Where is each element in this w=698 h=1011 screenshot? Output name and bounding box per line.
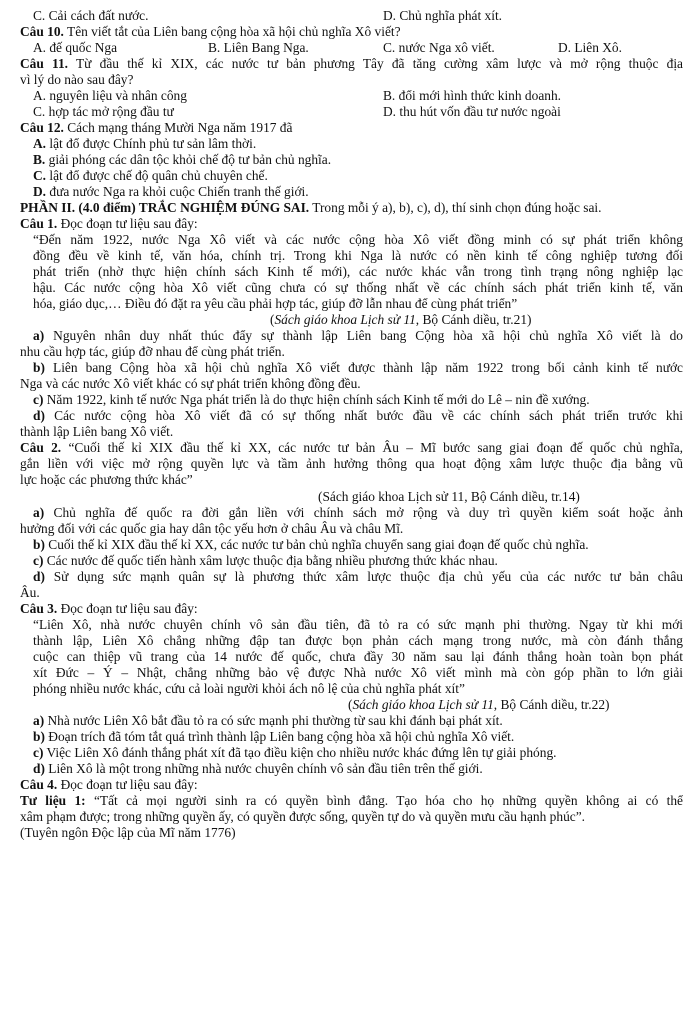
c4-doc1-line1	[20, 793, 683, 809]
q10-stem	[20, 24, 401, 40]
c1-number: Câu 1.	[20, 216, 58, 231]
c3-c-label: c)	[33, 745, 44, 760]
c3-number: Câu 3.	[20, 601, 58, 616]
c1-statement-c	[33, 392, 590, 408]
c2-source: (Sách giáo khoa Lịch sử 11, Bộ Cánh diều, tr.14)	[318, 489, 580, 504]
c1-d-label: d)	[33, 408, 45, 423]
q10-option-b: B. Liên Bang Nga.	[208, 40, 309, 55]
q11-option-c: C. hợp tác mở rộng đầu tư	[33, 104, 174, 119]
c1-statement-d-line1	[33, 408, 683, 424]
c1-c-label: c)	[33, 392, 44, 407]
c2-quote-line1	[20, 440, 683, 456]
c4-stem	[20, 777, 198, 793]
q12-number: Câu 12.	[20, 120, 64, 135]
c2-statement-b	[33, 537, 589, 553]
c3-d-text: Liên Xô là một trong những nhà nước chuyên chính vô sản đầu tiên trên thế giới.	[44, 761, 483, 776]
c1-statement-a-line1	[33, 328, 683, 344]
c3-quote-line1: “Liên Xô, nhà nước chuyên chính vô sản đầu tiên, đã tỏ ra có sức mạnh phi thường. Ngay từ khi mới	[33, 617, 683, 632]
q9-option-c: C. Cải cách đất nước.	[33, 8, 149, 23]
c3-quote-line3: cuộc can thiệp vũ trang của 14 nước đế quốc, chưa đầy 30 năm sau lại đánh thắng hoàn toàn bọn phát	[33, 649, 683, 664]
q12-b-label: B.	[33, 152, 46, 167]
c4-doc1-line2: xâm phạm được; trong những quyền ấy, có quyền được sống, quyền tự do và quyền mưu cầu hạnh phúc”.	[20, 809, 585, 824]
q12-option-b	[33, 152, 331, 168]
q12-option-a	[33, 136, 256, 152]
q12-option-d	[33, 184, 309, 200]
c2-c-label: c)	[33, 553, 44, 568]
part2-heading	[20, 200, 602, 216]
c1-statement-b-line2: Nga và các nước Xô viết khác có sự phát triển không đồng đều.	[20, 376, 361, 391]
c2-statement-c	[33, 553, 498, 569]
c2-number: Câu 2.	[20, 440, 62, 455]
c4-doc1-text: “Tất cả mọi người sinh ra có quyền bình đẳng. Tạo hóa cho họ những quyền không ai có thể	[85, 793, 683, 808]
c3-statement-c	[33, 745, 557, 761]
c3-stem	[20, 601, 198, 617]
c2-b-text: Cuối thế kỉ XIX đầu thế kỉ XX, các nước tư bản chủ nghĩa chuyển sang giai đoạn đế quốc chủ nghĩa.	[44, 537, 589, 552]
c1-source-rest: , Bộ Cánh diều, tr.21)	[415, 312, 532, 327]
c3-quote-line2: thành lập, Liên Xô chẳng những đập tan được bọn phản cách mạng trong nước, mà còn đánh thắng	[33, 633, 683, 648]
q11-option-a: A. nguyên liệu và nhân công	[33, 88, 187, 103]
c1-source-open: (	[270, 312, 275, 327]
q12-stem	[20, 120, 292, 136]
c3-b-text: Đoạn trích đã tóm tắt quá trình thành lập Liên bang cộng hòa xã hội chủ nghĩa Xô viết.	[44, 729, 515, 744]
q12-c-label: C.	[33, 168, 47, 183]
c1-quote-line4: hậu. Các nước cộng hòa Xô viết cũng chưa có sự thống nhất về các chính sách phát triển kinh tế, văn	[33, 280, 683, 295]
c2-quote-line2: gắn liền với việc mở rộng quyền lực và tầm ảnh hưởng thông qua hoạt động xâm lược thuộc địa bằng vũ	[20, 456, 683, 471]
q10-number: Câu 10.	[20, 24, 64, 39]
c2-statement-a-line1	[33, 505, 683, 521]
c1-a-label: a)	[33, 328, 45, 343]
c2-statement-d-line1	[33, 569, 683, 585]
c1-statement-d-line2: thành lập Liên bang Xô viết.	[20, 424, 174, 439]
c3-a-label: a)	[33, 713, 45, 728]
c4-doc1-source: (Tuyên ngôn Độc lập của Mĩ năm 1776)	[20, 825, 236, 840]
c2-b-label: b)	[33, 537, 45, 552]
q12-b-text: giải phóng các dân tộc khỏi chế độ tư bản chủ nghĩa.	[45, 152, 332, 167]
c4-doc1-label: Tư liệu 1:	[20, 793, 86, 808]
c2-d-text: Sử dụng sức mạnh quân sự là phương thức xâm lược thuộc địa chủ yếu của các nước tư bản châu	[44, 569, 683, 584]
q10-option-a: A. đế quốc Nga	[33, 40, 118, 55]
c3-statement-d	[33, 761, 483, 777]
c3-b-label: b)	[33, 729, 45, 744]
c1-quote-line5: hóa, giáo dục,… Điều đó đặt ra yêu cầu phải hợp tác, giúp đỡ lẫn nhau để cùng phát triển”	[33, 296, 518, 311]
q11-text: Từ đầu thế kỉ XIX, các nước tư bản phương Tây đã tăng cường xâm lược và mở rộng thuộc địa	[68, 56, 683, 71]
c3-c-text: Việc Liên Xô đánh thắng phát xít đã tạo điều kiện cho nhiều nước khác đứng lên tự giải phóng.	[43, 745, 557, 760]
c2-quote-text1: “Cuối thế kỉ XIX đầu thế kỉ XX, các nước tư bản Âu – Mĩ bước sang giai đoạn đế quốc chủ nghĩa,	[61, 440, 683, 455]
c3-source-book: Sách giáo khoa Lịch sử 11	[352, 697, 494, 712]
c3-source-rest: , Bộ Cánh diều, tr.22)	[493, 697, 610, 712]
c2-c-text: Các nước đế quốc tiến hành xâm lược thuộc địa bằng nhiều phương thức khác nhau.	[43, 553, 498, 568]
q12-a-label: A.	[33, 136, 47, 151]
q12-d-label: D.	[33, 184, 47, 199]
c1-b-label: b)	[33, 360, 45, 375]
c2-quote-line3: lực hoặc các phương thức khác”	[20, 472, 193, 487]
c1-quote-line2: đồng đều về kinh tế, văn hóa, chính trị. Trong khi Nga là nước có nền kinh tế công nghiệp tương đối	[33, 248, 683, 263]
c2-statement-a-line2: hưởng đối với các quốc gia hay dân tộc yếu hơn ở châu Âu và châu Mĩ.	[20, 521, 404, 536]
c1-intro: Đọc đoạn tư liệu sau đây:	[57, 216, 198, 231]
q12-option-c	[33, 168, 268, 184]
c3-quote-line5: phóng nhiều nước khác, cứu cả loài người khỏi ách nô lệ của chủ nghĩa phát xít”	[33, 681, 465, 696]
c1-source-book: Sách giáo khoa Lịch sử 11	[274, 312, 416, 327]
c3-source-open: (	[348, 697, 353, 712]
q9-option-d: D. Chủ nghĩa phát xít.	[383, 8, 503, 23]
c3-intro: Đọc đoạn tư liệu sau đây:	[57, 601, 198, 616]
c1-statement-b-line1	[33, 360, 683, 376]
c2-statement-d-line2: Âu.	[20, 585, 40, 600]
c1-quote-line1: “Đến năm 1922, nước Nga Xô viết và các nước cộng hòa Xô viết đồng minh có sự phát triển không	[33, 232, 683, 247]
q11-number: Câu 11.	[20, 56, 69, 71]
c4-intro: Đọc đoạn tư liệu sau đây:	[57, 777, 198, 792]
c3-source	[348, 697, 609, 713]
c2-a-text: Chủ nghĩa đế quốc ra đời gắn liền với chính sách mở rộng và duy trì quyền kiểm soát hoặc ảnh	[44, 505, 683, 520]
c3-d-label: d)	[33, 761, 45, 776]
q10-text: Tên viết tắt của Liên bang cộng hòa xã hội chủ nghĩa Xô viết?	[63, 24, 401, 39]
c3-statement-b	[33, 729, 514, 745]
c3-quote-line4: xít Đức – Ý – Nhật, chẳng những bảo vệ được Nhà nước Xô viết mình mà còn góp phần to lớn giải	[33, 665, 683, 680]
c1-statement-a-line2: nhu cầu hợp tác, giúp đỡ nhau để cùng phát triển.	[20, 344, 285, 359]
q10-option-c: C. nước Nga xô viết.	[383, 40, 495, 55]
c2-d-label: d)	[33, 569, 45, 584]
part2-instructions: Trong mỗi ý a), b), c), d), thí sinh chọn đúng hoặc sai.	[309, 200, 602, 215]
q12-a-text: lật đổ được Chính phủ tư sản lâm thời.	[46, 136, 257, 151]
q11-option-d: D. thu hút vốn đầu tư nước ngoài	[383, 104, 561, 119]
q12-d-text: đưa nước Nga ra khỏi cuộc Chiến tranh thế giới.	[46, 184, 309, 199]
q12-c-text: lật đổ được chế độ quân chủ chuyên chế.	[46, 168, 268, 183]
c1-source	[270, 312, 531, 328]
c3-statement-a	[33, 713, 503, 729]
c1-stem	[20, 216, 198, 232]
c1-a-text: Nguyên nhân duy nhất thúc đẩy sự thành lập Liên bang Cộng hòa xã hội chủ nghĩa Xô viết là do	[44, 328, 683, 343]
c4-number: Câu 4.	[20, 777, 58, 792]
q11-option-b: B. đổi mới hình thức kinh doanh.	[383, 88, 561, 103]
q12-text: Cách mạng tháng Mười Nga năm 1917 đã	[63, 120, 293, 135]
c2-a-label: a)	[33, 505, 45, 520]
q11-stem-line1	[20, 56, 683, 72]
c1-quote-line3: phát triển (nhờ thực hiện chính sách Kinh tế mới), các nước khác vẫn trong tình trạng nông nghiệp lạc	[33, 264, 683, 279]
q10-option-d: D. Liên Xô.	[558, 40, 622, 55]
q11-stem-line2: vì lý do nào sau đây?	[20, 72, 134, 87]
part2-title: PHẦN II. (4.0 điểm) TRẮC NGHIỆM ĐÚNG SAI.	[20, 200, 310, 215]
c1-b-text: Liên bang Cộng hòa xã hội chủ nghĩa Xô viết được thành lập năm 1922 trong bối cảnh kinh tế nước	[44, 360, 683, 375]
c1-c-text: Năm 1922, kinh tế nước Nga phát triển là do thực hiện chính sách Kinh tế mới do Lê – nin đề xướng.	[43, 392, 590, 407]
c3-a-text: Nhà nước Liên Xô bắt đầu tỏ ra có sức mạnh phi thường từ sau khi đánh bại phát xít.	[44, 713, 503, 728]
c1-d-text: Các nước cộng hòa Xô viết đã có sự thống nhất bước đầu về các chính sách phát triển trước khi	[44, 408, 683, 423]
